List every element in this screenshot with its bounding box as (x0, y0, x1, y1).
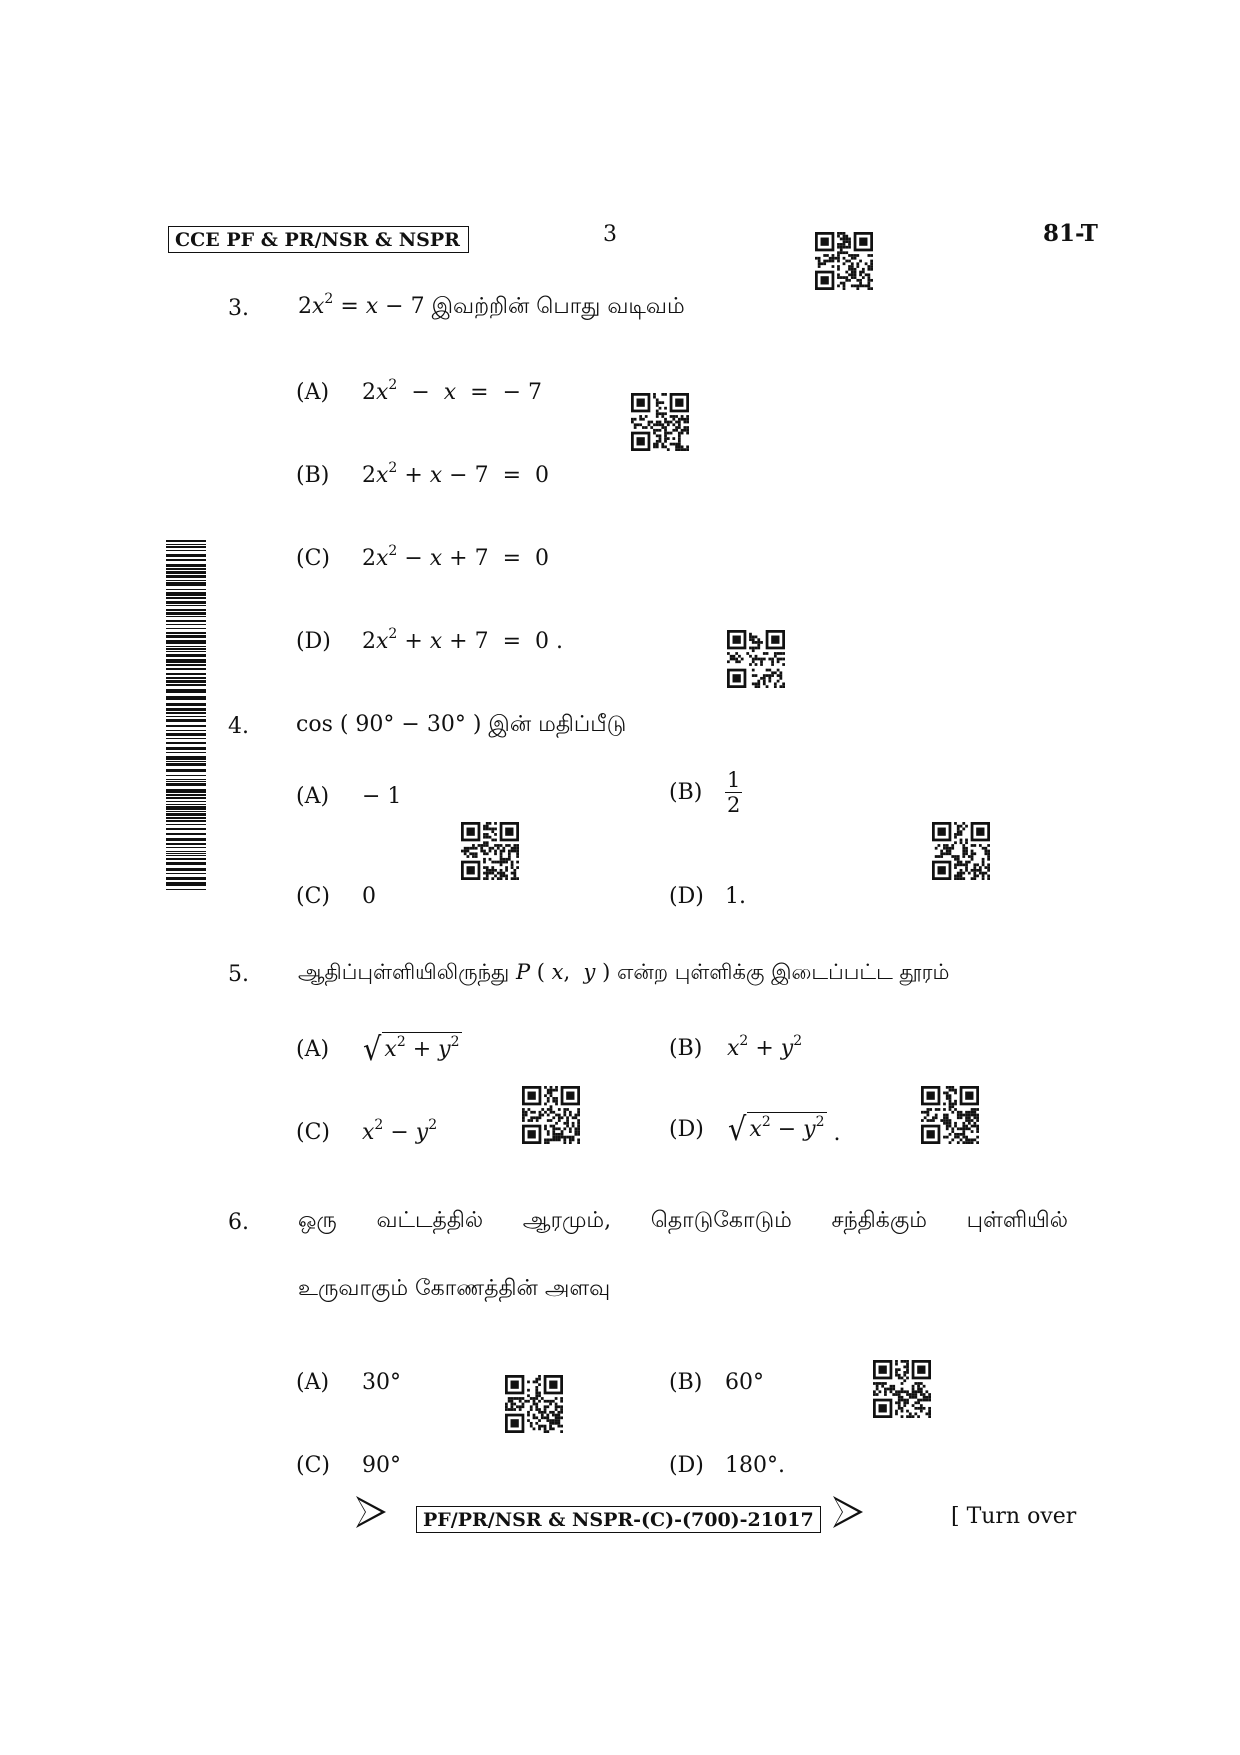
question-4-text (296, 712, 626, 740)
qr-code-icon (727, 630, 785, 688)
qr-code-icon (522, 1086, 580, 1144)
q5-option-b: (B) $x^2 + y^2$ (669, 1033, 803, 1061)
arrow-right-icon (831, 1494, 865, 1530)
question-5-number: 5. (228, 962, 249, 987)
question-3-number: 3. (228, 296, 249, 321)
series-code-box: CCE PF & PR/NSR & NSPR (168, 226, 469, 253)
question-6-line-1: ஒரு வட்டத்தில் ஆரமும், தொடுகோடும் சந்திக்கும் புள்ளியில் (298, 1208, 1068, 1233)
q6-option-a: (A) 30° (296, 1370, 401, 1395)
q3-option-d: (D) $2x^2 + x + 7 = 0$ . (296, 626, 563, 654)
q4-option-b: (B) $\frac{1}{2}$ (669, 768, 741, 817)
q6-option-b: (B) 60° (669, 1370, 764, 1395)
qr-code-icon (921, 1086, 979, 1144)
page-number: 3 (603, 222, 617, 247)
qr-code-icon (631, 393, 689, 451)
question-6-line-2: உருவாகும் கோணத்தின் அளவு (298, 1276, 611, 1301)
qr-code-icon (461, 822, 519, 880)
q3-option-b: (B) $2x^2 + x - 7 = 0$ (296, 460, 550, 488)
q5-option-d: (D) √ $x^2 - y^2$ . (669, 1110, 841, 1148)
question-6-number: 6. (228, 1210, 249, 1235)
question-4-tamil: இன் மதிப்பீடு (488, 712, 627, 737)
q4-option-d: (D) 1. (669, 884, 746, 909)
question-4-expression: cos ( 90° − 30° ) (296, 712, 482, 737)
qr-code-icon (873, 1360, 931, 1418)
q5-option-c: (C) $x^2 - y^2$ (296, 1117, 438, 1145)
q6-option-d: (D) 180°. (669, 1453, 785, 1478)
question-5-text: ஆதிப்புள்ளியிலிருந்து P ( x, y ) என்ற புள்ளிக்கு இடைப்பட்ட தூரம் (298, 960, 950, 984)
q4-option-a: (A) − 1 (296, 784, 402, 809)
barcode-image (166, 540, 206, 890)
question-4-number: 4. (228, 714, 249, 739)
qr-code-icon (932, 822, 990, 880)
q6-option-c: (C) 90° (296, 1453, 401, 1478)
q3-option-a: (A) $2x^2 - x$ = − 7 (296, 377, 543, 405)
fraction-one-half: $\frac{1}{2}$ (727, 768, 741, 817)
footer-code-box: PF/PR/NSR & NSPR-(C)-(700)-21017 (416, 1506, 821, 1533)
square-root-sum: √ $x^2 + y^2$ (363, 1030, 460, 1068)
q3-option-c: (C) $2x^2 - x + 7 = 0$ (296, 543, 550, 571)
square-root-difference: √ $x^2 - y^2$ (728, 1110, 825, 1148)
question-3-tamil: இவற்றின் பொது வடிவம் (431, 294, 685, 319)
qr-code-icon (815, 232, 873, 290)
arrow-right-icon (354, 1494, 388, 1530)
qr-code-icon (505, 1375, 563, 1433)
turn-over-note: [ Turn over (951, 1504, 1077, 1529)
paper-code: 81-T (1043, 220, 1098, 247)
question-3-text: $2x^2 = x - 7$ இவற்றின் பொது வடிவம் (298, 291, 685, 319)
q5-option-a: (A) √ $x^2 + y^2$ (296, 1030, 460, 1068)
q4-option-c: (C) 0 (296, 884, 376, 909)
